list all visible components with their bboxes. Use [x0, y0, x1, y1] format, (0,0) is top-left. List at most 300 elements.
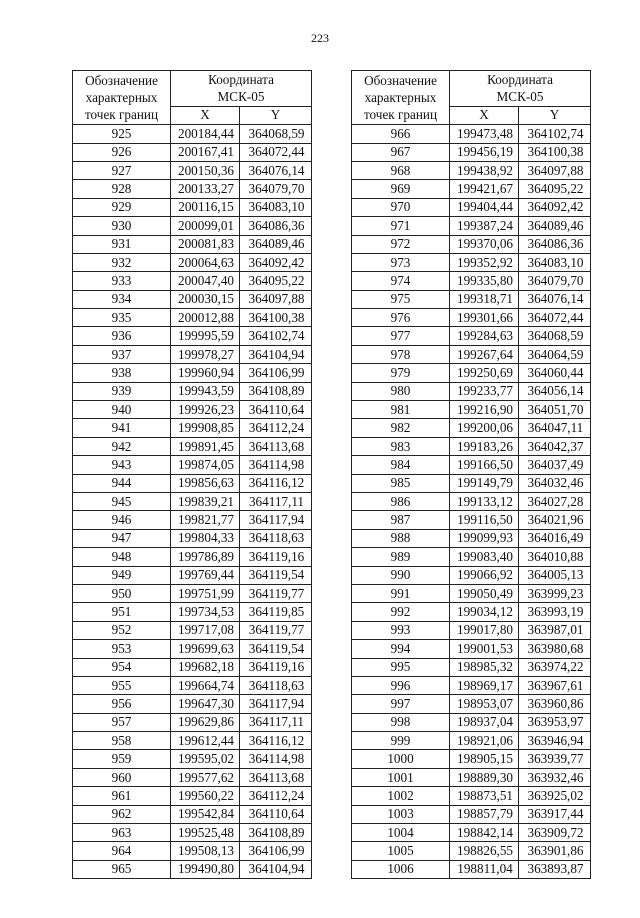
x-coordinate-cell: 199456,19: [450, 143, 519, 161]
table-row: [73, 805, 312, 823]
x-coordinate-cell: 199717,08: [171, 621, 240, 639]
table-row: [352, 787, 591, 805]
x-coordinate-cell: 200167,41: [171, 143, 240, 161]
point-id-cell: 970: [352, 198, 450, 216]
x-coordinate-cell: 199473,48: [450, 125, 519, 143]
x-coordinate-cell: 199995,59: [171, 327, 240, 345]
x-coordinate-cell: 199874,05: [171, 456, 240, 474]
point-id-cell: 975: [352, 290, 450, 308]
x-coordinate-cell: 198857,79: [450, 805, 519, 823]
y-coordinate-cell: 364108,89: [240, 382, 312, 400]
y-coordinate-cell: 364072,44: [519, 309, 591, 327]
y-coordinate-cell: 364083,10: [240, 198, 312, 216]
point-id-cell: 983: [352, 437, 450, 455]
point-id-cell: 939: [73, 382, 171, 400]
y-coordinate-cell: 363960,86: [519, 695, 591, 713]
x-coordinate-cell: 199133,12: [450, 492, 519, 510]
table-row: [352, 327, 591, 345]
x-coordinate-cell: 199577,62: [171, 768, 240, 786]
x-coordinate-cell: 199751,99: [171, 584, 240, 602]
x-header: X: [171, 106, 240, 124]
x-coordinate-cell: 199352,92: [450, 253, 519, 271]
x-coordinate-cell: 199335,80: [450, 272, 519, 290]
table-row: [73, 309, 312, 327]
table-row: [73, 217, 312, 235]
table-row: [352, 309, 591, 327]
table-row: [73, 198, 312, 216]
table-row: [73, 842, 312, 860]
y-coordinate-cell: 363909,72: [519, 824, 591, 842]
x-coordinate-cell: 199250,69: [450, 364, 519, 382]
x-coordinate-cell: 199066,92: [450, 566, 519, 584]
x-coordinate-cell: 198873,51: [450, 787, 519, 805]
x-coordinate-cell: 198811,04: [450, 860, 519, 878]
y-coordinate-cell: 364102,74: [240, 327, 312, 345]
x-coordinate-cell: 199734,53: [171, 603, 240, 621]
table-row: [352, 860, 591, 878]
point-id-cell: 1002: [352, 787, 450, 805]
point-id-cell: 976: [352, 309, 450, 327]
coordinate-line-2: МСК-05: [496, 89, 544, 105]
table-row: [73, 732, 312, 750]
x-coordinate-cell: 200030,15: [171, 290, 240, 308]
table-row: [352, 842, 591, 860]
y-coordinate-cell: 364092,42: [519, 198, 591, 216]
table-row: [352, 640, 591, 658]
x-coordinate-cell: 198905,15: [450, 750, 519, 768]
y-coordinate-cell: 364086,36: [240, 217, 312, 235]
table-row: [73, 125, 312, 143]
table-row: [352, 768, 591, 786]
table-row: [73, 584, 312, 602]
y-coordinate-cell: 364051,70: [519, 401, 591, 419]
point-id-cell: 954: [73, 658, 171, 676]
x-coordinate-cell: 199978,27: [171, 345, 240, 363]
x-coordinate-cell: 198937,04: [450, 713, 519, 731]
point-id-cell: 936: [73, 327, 171, 345]
y-coordinate-cell: 364089,46: [240, 235, 312, 253]
table-row: [352, 676, 591, 694]
coordinate-header: [450, 71, 591, 89]
table-row: [73, 437, 312, 455]
y-coordinate-cell: 364005,13: [519, 566, 591, 584]
table-row: [352, 713, 591, 731]
point-id-cell: 949: [73, 566, 171, 584]
y-coordinate-cell: 364114,98: [240, 456, 312, 474]
table-row: [352, 584, 591, 602]
x-coordinate-cell: 199525,48: [171, 824, 240, 842]
table-row: [352, 658, 591, 676]
y-coordinate-cell: 364119,54: [240, 640, 312, 658]
table-row: [73, 658, 312, 676]
designation-line-2: характерных: [364, 90, 437, 106]
point-id-cell: 929: [73, 198, 171, 216]
y-coordinate-cell: 364076,14: [240, 161, 312, 179]
x-coordinate-cell: 199682,18: [171, 658, 240, 676]
table-row: [352, 529, 591, 547]
table-row: [352, 492, 591, 510]
point-id-cell: 959: [73, 750, 171, 768]
x-coordinate-cell: 199856,63: [171, 474, 240, 492]
point-id-cell: 962: [73, 805, 171, 823]
x-coordinate-cell: 199891,45: [171, 437, 240, 455]
table-row: [73, 180, 312, 198]
point-id-cell: 950: [73, 584, 171, 602]
x-coordinate-cell: 200064,63: [171, 253, 240, 271]
table-row: [352, 695, 591, 713]
point-id-cell: 984: [352, 456, 450, 474]
point-id-cell: 973: [352, 253, 450, 271]
x-coordinate-cell: 199508,13: [171, 842, 240, 860]
left-table-body: [73, 125, 312, 879]
y-coordinate-cell: 364102,74: [519, 125, 591, 143]
x-coordinate-cell: 199149,79: [450, 474, 519, 492]
table-row: [352, 161, 591, 179]
x-coordinate-cell: 199926,23: [171, 401, 240, 419]
x-coordinate-cell: 199284,63: [450, 327, 519, 345]
x-coordinate-cell: 199183,26: [450, 437, 519, 455]
designation-header: [352, 71, 450, 125]
x-coordinate-cell: 199943,59: [171, 382, 240, 400]
x-coordinate-cell: 199099,93: [450, 529, 519, 547]
table-row: [73, 290, 312, 308]
y-coordinate-cell: 363901,86: [519, 842, 591, 860]
x-coordinate-cell: 199116,50: [450, 511, 519, 529]
y-coordinate-cell: 364092,42: [240, 253, 312, 271]
table-row: [352, 125, 591, 143]
table-row: [73, 548, 312, 566]
y-coordinate-cell: 364068,59: [240, 125, 312, 143]
x-coordinate-cell: 200184,44: [171, 125, 240, 143]
x-coordinate-cell: 199083,40: [450, 548, 519, 566]
y-coordinate-cell: 364010,88: [519, 548, 591, 566]
coordinate-line-1: Координата: [208, 71, 274, 87]
point-id-cell: 965: [73, 860, 171, 878]
y-coordinate-cell: 364113,68: [240, 437, 312, 455]
y-header: Y: [240, 106, 312, 124]
x-coordinate-cell: 199786,89: [171, 548, 240, 566]
table-row: [352, 253, 591, 271]
y-coordinate-cell: 364047,11: [519, 419, 591, 437]
y-coordinate-cell: 364112,24: [240, 787, 312, 805]
table-row: [73, 345, 312, 363]
point-id-cell: 963: [73, 824, 171, 842]
point-id-cell: 969: [352, 180, 450, 198]
coordinate-header: [171, 71, 312, 89]
point-id-cell: 979: [352, 364, 450, 382]
table-row: [73, 474, 312, 492]
table-row: [352, 364, 591, 382]
y-coordinate-cell: 364100,38: [240, 309, 312, 327]
table-row: [352, 345, 591, 363]
y-coordinate-cell: 364072,44: [240, 143, 312, 161]
point-id-cell: 942: [73, 437, 171, 455]
table-row: [352, 437, 591, 455]
coordinate-system-header: [171, 88, 312, 106]
y-coordinate-cell: 363987,01: [519, 621, 591, 639]
y-coordinate-cell: 363980,68: [519, 640, 591, 658]
x-coordinate-cell: 199034,12: [450, 603, 519, 621]
table-row: [73, 161, 312, 179]
point-id-cell: 982: [352, 419, 450, 437]
table-row: [73, 327, 312, 345]
x-coordinate-cell: 199438,92: [450, 161, 519, 179]
table-row: [352, 750, 591, 768]
y-coordinate-cell: 364116,12: [240, 732, 312, 750]
point-id-cell: 946: [73, 511, 171, 529]
x-coordinate-cell: 198842,14: [450, 824, 519, 842]
point-id-cell: 964: [73, 842, 171, 860]
table-row: [352, 824, 591, 842]
x-coordinate-cell: 199908,85: [171, 419, 240, 437]
y-coordinate-cell: 364116,12: [240, 474, 312, 492]
table-row: [352, 217, 591, 235]
table-row: [352, 290, 591, 308]
coordinate-line-2: МСК-05: [217, 89, 265, 105]
designation-line-2: характерных: [85, 90, 158, 106]
y-coordinate-cell: 364106,99: [240, 842, 312, 860]
point-id-cell: 972: [352, 235, 450, 253]
y-coordinate-cell: 364112,24: [240, 419, 312, 437]
y-coordinate-cell: 364086,36: [519, 235, 591, 253]
x-coordinate-cell: 198969,17: [450, 676, 519, 694]
x-coordinate-cell: 199560,22: [171, 787, 240, 805]
x-coordinate-cell: 199050,49: [450, 584, 519, 602]
point-id-cell: 1005: [352, 842, 450, 860]
point-id-cell: 933: [73, 272, 171, 290]
point-id-cell: 980: [352, 382, 450, 400]
x-coordinate-cell: 199233,77: [450, 382, 519, 400]
x-header: X: [450, 106, 519, 124]
x-coordinate-cell: 199542,84: [171, 805, 240, 823]
point-id-cell: 944: [73, 474, 171, 492]
table-row: [73, 382, 312, 400]
y-coordinate-cell: 364021,96: [519, 511, 591, 529]
y-coordinate-cell: 364097,88: [519, 161, 591, 179]
x-coordinate-cell: 199612,44: [171, 732, 240, 750]
point-id-cell: 951: [73, 603, 171, 621]
y-coordinate-cell: 364079,70: [519, 272, 591, 290]
table-row: [352, 401, 591, 419]
y-coordinate-cell: 364119,85: [240, 603, 312, 621]
table-row: [352, 235, 591, 253]
x-coordinate-cell: 199629,86: [171, 713, 240, 731]
point-id-cell: 1006: [352, 860, 450, 878]
point-id-cell: 926: [73, 143, 171, 161]
point-id-cell: 948: [73, 548, 171, 566]
table-row: [73, 621, 312, 639]
point-id-cell: 958: [73, 732, 171, 750]
point-id-cell: 1001: [352, 768, 450, 786]
x-coordinate-cell: 200133,27: [171, 180, 240, 198]
y-coordinate-cell: 364117,11: [240, 492, 312, 510]
y-coordinate-cell: 364117,11: [240, 713, 312, 731]
x-coordinate-cell: 199769,44: [171, 566, 240, 584]
x-coordinate-cell: 199490,80: [171, 860, 240, 878]
table-row: [73, 492, 312, 510]
point-id-cell: 952: [73, 621, 171, 639]
y-coordinate-cell: 363917,44: [519, 805, 591, 823]
y-coordinate-cell: 363953,97: [519, 713, 591, 731]
point-id-cell: 955: [73, 676, 171, 694]
y-coordinate-cell: 364106,99: [240, 364, 312, 382]
point-id-cell: 938: [73, 364, 171, 382]
y-coordinate-cell: 364100,38: [519, 143, 591, 161]
coordinate-system-header: [450, 88, 591, 106]
y-coordinate-cell: 364110,64: [240, 805, 312, 823]
y-coordinate-cell: 363925,02: [519, 787, 591, 805]
x-coordinate-cell: 199960,94: [171, 364, 240, 382]
point-id-cell: 990: [352, 566, 450, 584]
point-id-cell: 999: [352, 732, 450, 750]
point-id-cell: 978: [352, 345, 450, 363]
y-coordinate-cell: 364119,16: [240, 548, 312, 566]
point-id-cell: 1003: [352, 805, 450, 823]
y-coordinate-cell: 364068,59: [519, 327, 591, 345]
y-coordinate-cell: 364076,14: [519, 290, 591, 308]
table-row: [352, 272, 591, 290]
y-coordinate-cell: 364119,77: [240, 584, 312, 602]
point-id-cell: 985: [352, 474, 450, 492]
y-coordinate-cell: 364042,37: [519, 437, 591, 455]
x-coordinate-cell: 199404,44: [450, 198, 519, 216]
y-coordinate-cell: 364118,63: [240, 529, 312, 547]
point-id-cell: 940: [73, 401, 171, 419]
point-id-cell: 997: [352, 695, 450, 713]
table-row: [73, 511, 312, 529]
table-row: [73, 401, 312, 419]
point-id-cell: 961: [73, 787, 171, 805]
table-row: [73, 640, 312, 658]
point-id-cell: 968: [352, 161, 450, 179]
table-row: [352, 456, 591, 474]
y-coordinate-cell: 364119,54: [240, 566, 312, 584]
table-row: [73, 824, 312, 842]
right-table-body: [352, 125, 591, 879]
y-coordinate-cell: 364083,10: [519, 253, 591, 271]
table-row: [73, 713, 312, 731]
y-coordinate-cell: 364104,94: [240, 860, 312, 878]
point-id-cell: 928: [73, 180, 171, 198]
table-row: [73, 566, 312, 584]
x-coordinate-cell: 199200,06: [450, 419, 519, 437]
x-coordinate-cell: 199318,71: [450, 290, 519, 308]
y-header: Y: [519, 106, 591, 124]
y-coordinate-cell: 363932,46: [519, 768, 591, 786]
coordinates-table-left: [72, 70, 312, 879]
table-row: [352, 474, 591, 492]
table-row: [73, 529, 312, 547]
point-id-cell: 989: [352, 548, 450, 566]
x-coordinate-cell: 199804,33: [171, 529, 240, 547]
point-id-cell: 987: [352, 511, 450, 529]
table-row: [352, 382, 591, 400]
designation-header: [73, 71, 171, 125]
point-id-cell: 935: [73, 309, 171, 327]
table-row: [352, 511, 591, 529]
x-coordinate-cell: 200012,88: [171, 309, 240, 327]
x-coordinate-cell: 198985,32: [450, 658, 519, 676]
coordinates-table-right: [351, 70, 591, 879]
table-row: [73, 235, 312, 253]
point-id-cell: 994: [352, 640, 450, 658]
y-coordinate-cell: 364118,63: [240, 676, 312, 694]
table-row: [352, 548, 591, 566]
designation-line-3: точек границ: [84, 107, 159, 123]
point-id-cell: 931: [73, 235, 171, 253]
table-row: [73, 750, 312, 768]
x-coordinate-cell: 199595,02: [171, 750, 240, 768]
x-coordinate-cell: 199001,53: [450, 640, 519, 658]
y-coordinate-cell: 363939,77: [519, 750, 591, 768]
y-coordinate-cell: 363946,94: [519, 732, 591, 750]
y-coordinate-cell: 364032,46: [519, 474, 591, 492]
x-coordinate-cell: 199370,06: [450, 235, 519, 253]
designation-line-3: точек границ: [363, 107, 438, 123]
point-id-cell: 945: [73, 492, 171, 510]
point-id-cell: 941: [73, 419, 171, 437]
x-coordinate-cell: 199647,30: [171, 695, 240, 713]
point-id-cell: 934: [73, 290, 171, 308]
y-coordinate-cell: 364089,46: [519, 217, 591, 235]
point-id-cell: 998: [352, 713, 450, 731]
y-coordinate-cell: 363893,87: [519, 860, 591, 878]
x-coordinate-cell: 198921,06: [450, 732, 519, 750]
y-coordinate-cell: 363999,23: [519, 584, 591, 602]
table-row: [352, 566, 591, 584]
x-coordinate-cell: 199821,77: [171, 511, 240, 529]
y-coordinate-cell: 364108,89: [240, 824, 312, 842]
table-row: [352, 603, 591, 621]
point-id-cell: 986: [352, 492, 450, 510]
point-id-cell: 943: [73, 456, 171, 474]
y-coordinate-cell: 364095,22: [519, 180, 591, 198]
table-row: [352, 419, 591, 437]
point-id-cell: 992: [352, 603, 450, 621]
table-row: [352, 143, 591, 161]
table-row: [73, 603, 312, 621]
table-row: [73, 695, 312, 713]
point-id-cell: 981: [352, 401, 450, 419]
x-coordinate-cell: 199216,90: [450, 401, 519, 419]
y-coordinate-cell: 364016,49: [519, 529, 591, 547]
table-row: [352, 180, 591, 198]
table-row: [352, 621, 591, 639]
point-id-cell: 925: [73, 125, 171, 143]
point-id-cell: 960: [73, 768, 171, 786]
designation-line-1: Обозначение: [364, 73, 437, 89]
point-id-cell: 971: [352, 217, 450, 235]
designation-line-1: Обозначение: [85, 73, 158, 89]
x-coordinate-cell: 200150,36: [171, 161, 240, 179]
y-coordinate-cell: 364037,49: [519, 456, 591, 474]
table-row: [73, 768, 312, 786]
point-id-cell: 1004: [352, 824, 450, 842]
point-id-cell: 947: [73, 529, 171, 547]
y-coordinate-cell: 364056,14: [519, 382, 591, 400]
point-id-cell: 966: [352, 125, 450, 143]
y-coordinate-cell: 364097,88: [240, 290, 312, 308]
point-id-cell: 927: [73, 161, 171, 179]
x-coordinate-cell: 199166,50: [450, 456, 519, 474]
point-id-cell: 932: [73, 253, 171, 271]
point-id-cell: 995: [352, 658, 450, 676]
point-id-cell: 974: [352, 272, 450, 290]
y-coordinate-cell: 364119,77: [240, 621, 312, 639]
x-coordinate-cell: 199267,64: [450, 345, 519, 363]
table-row: [73, 272, 312, 290]
y-coordinate-cell: 364117,94: [240, 695, 312, 713]
